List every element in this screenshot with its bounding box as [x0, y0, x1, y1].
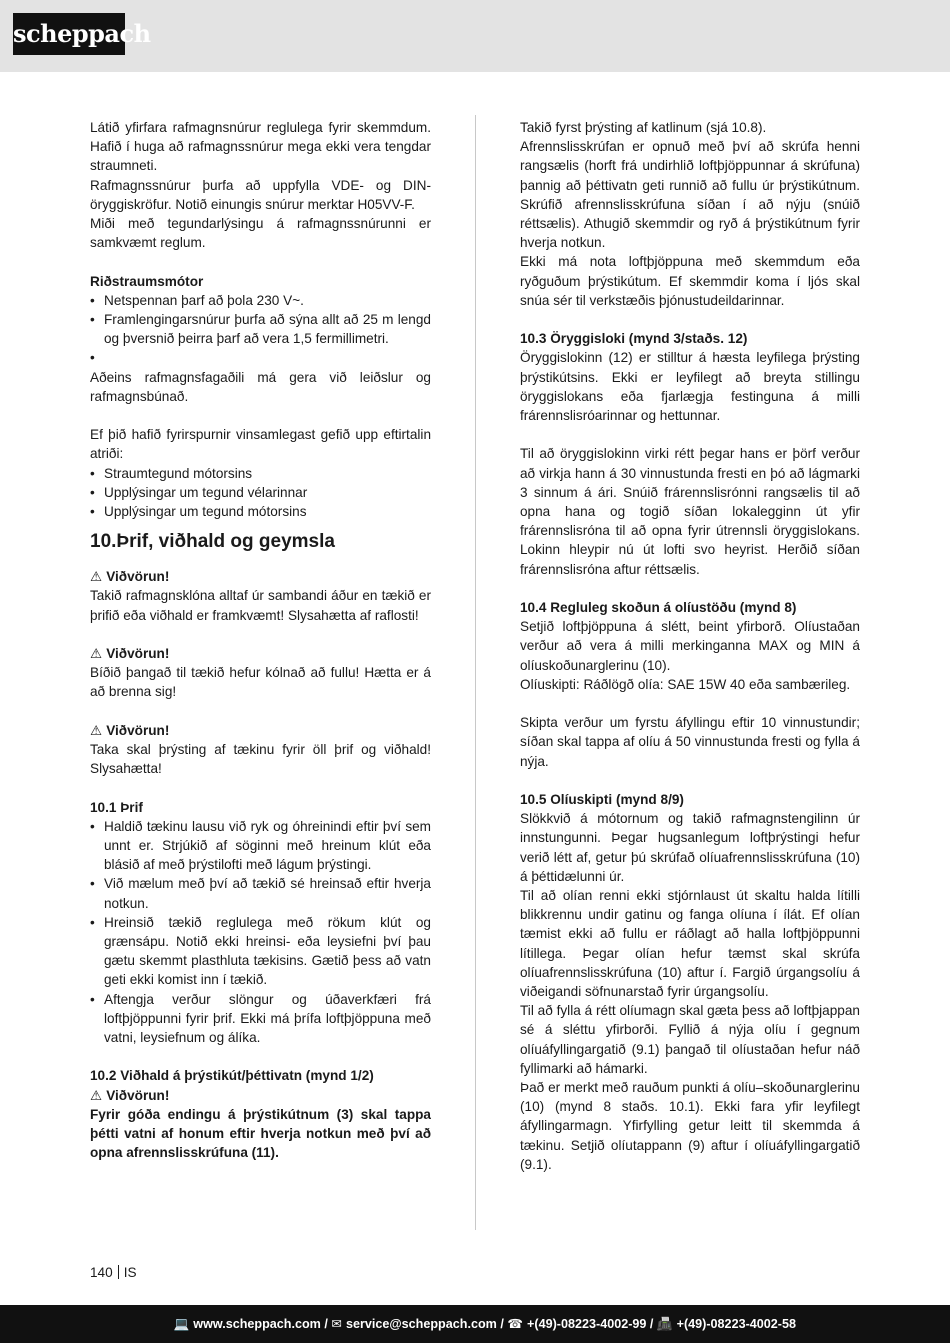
warning-icon: ⚠: [90, 646, 103, 662]
list-item: • Aftengja verður slöngur og úðaverkfæri frá loftþjöppunni fyrir þrif. Ekki má þrífa loftþjöppuna með vatni, leysiefnum og álíka.: [90, 990, 431, 1048]
fax-number: +(49)-08223-4002-58: [676, 1317, 796, 1331]
paragraph: Látið yfirfara rafmagnsnúrur reglulega fyrir skemmdum. Hafið í huga að rafmagnssnúrur mega ekki vera tengdar straumneti.: [90, 120, 431, 174]
paragraph: Setjið loftþjöppuna á slétt, beint yfirborð. Olíustaðan verður að vera á milli merkinganna MAX og MIN á olíuskoðunarglerinu (10).: [520, 619, 860, 673]
warning-text: Bíðið þangað til tækið hefur kólnað að fullu! Hætta er á að brenna sig!: [90, 665, 431, 700]
paragraph: Afrennslisskrúfan er opnuð með því að skrúfa henni rangsælis (horft frá undirhlið loftþjöppunnar á skrúfuna) þannig að þéttivatn geti runnið að fullu úr þrýstikútnum. Skrúfið afrennslisskrúfuna síðan í að nýju (snúið réttsælis). Athugið skemmdir og ryð á þrýstikútnum fyrir hverja notkun.: [520, 139, 860, 251]
oil-change-heading: 10.5 Olíuskipti (mynd 8/9): [520, 792, 684, 808]
header-band: [0, 0, 950, 72]
warning-icon: ⚠: [90, 1087, 103, 1103]
oil-check-heading: 10.4 Regluleg skoðun á olíustöðu (mynd 8): [520, 600, 797, 616]
scheppach-logo: scheppach: [13, 13, 125, 55]
phone-number: +(49)-08223-4002-99: [527, 1317, 647, 1331]
warning-text: Takið rafmagnsklóna alltaf úr sambandi áður en tækið er þrifið eða viðhald er framkvæmt! Slysahætta af raflosti!: [90, 588, 431, 623]
paragraph: Miði með tegundarlýsingu á rafmagnssnúrunni er samkvæmt reglum.: [90, 216, 431, 251]
maintenance-bold-text: Fyrir góða endingu á þrýstikútnum (3) skal tappa þétti vatni af honum eftir hverja notkun með því að opna afrennslisskrúfuna (11).: [90, 1106, 431, 1161]
warning-icon: ⚠: [90, 569, 103, 585]
column-divider: [475, 115, 476, 1230]
list-item: • Við mælum með því að tækið sé hreinsað eftir hverja notkun.: [90, 874, 431, 912]
list-item: • Upplýsingar um tegund mótorsins: [90, 502, 431, 521]
list-item: • Netspennan þarf að þola 230 V~.: [90, 291, 431, 310]
website-link[interactable]: www.scheppach.com: [193, 1317, 321, 1331]
left-column: [90, 118, 431, 1162]
paragraph: Til að öryggislokinn virki rétt þegar hans er þörf verður að virkja hann á 30 vinnustunda fresti en þó að lágmarki 3 sinnum á ári. Snúið frárennslisrónni rangsælis til að opna hana og togið síðan lokalegginn út yfir frárennslisróna til að opna fyrir útrennsli öryggislokans. Lokinn hleypir nú út lofti svo heyrist. Herðið síðan frárennslisróna aftur réttsælis.: [520, 446, 860, 577]
list-item: • Hreinsið tækið reglulega með rökum klút og grænsápu. Notið ekki hreinsi- eða leysiefni því þau gætu skemmt plasthluta tækisins. Gætið þess að vatn geti ekki komist inn í tækið.: [90, 913, 431, 990]
paragraph: Það er merkt með rauðum punkti á olíu–skoðunarglerinu (10) (mynd 8 staðs. 10.1). Ekki fara yfir leyfilegt áfyllingarmagn. Yfirfylling getur leitt til skemmda á tækinu. Setjið olíutappann (9) aftur í olíuáfyllingargatið (9.1).: [520, 1080, 860, 1172]
warning-icon: ⚠: [90, 722, 103, 738]
footer-contact-bar: 💻 www.scheppach.com / ✉ service@scheppach.com / ☎ +(49)-08223-4002-99 / 📠 +(49)-08223-4002-58: [0, 1305, 950, 1343]
list-item: • Straumtegund mótorsins: [90, 464, 431, 483]
list-item: • Framlengingarsnúrur þurfa að sýna allt að 25 m lengd og þversnið þeirra þarf að vera 1,5 fermillimetri.: [90, 310, 431, 348]
computer-icon: 💻: [173, 1317, 190, 1331]
paragraph: Takið fyrst þrýsting af katlinum (sjá 10.8).: [520, 120, 767, 135]
warning-label: ⚠ Viðvörun!: [90, 1087, 170, 1103]
warning-text: Taka skal þrýsting af tækinu fyrir öll þrif og viðhald! Slysahætta!: [90, 742, 431, 777]
paragraph: Skipta verður um fyrstu áfyllingu eftir 10 vinnustundir; síðan skal tappa af olíu á 50 vinnustunda fresti og fylla á nýja.: [520, 715, 860, 769]
warning-label: ⚠ Viðvörun!: [90, 569, 170, 585]
paragraph: Til að olían renni ekki stjórnlaust út skaltu halda lítilli blikkrennu undir gatinu og fanga olíuna í ílát. Ef olían tæmist ekki að fullu er ráðlagt að halla loftþjöppunni lítillega. Þegar olían hefur tæmst skal skrúfa olíuafrennslisskrúfuna (10) aftur í. Fargið úrgangsolíu á viðeigandi söfnunarstað fyrir úrgangsolíu.: [520, 888, 860, 1000]
safety-valve-heading: 10.3 Öryggisloki (mynd 3/staðs. 12): [520, 331, 748, 347]
section-title: 10.Þrif, viðhald og geymsla: [90, 531, 335, 553]
paragraph: Til að fylla á rétt olíumagn skal gæta þess að loftþjappan sé á sléttu yfirborði. Fyllið á nýja olíu í gegnum olíuáfyllingargatið (9.1) þangað til olíustaðan hefur náð fyllimarki að hámarki.: [520, 1003, 860, 1076]
page-number: 140 IS: [90, 1265, 137, 1280]
email-link[interactable]: service@scheppach.com: [345, 1317, 497, 1331]
warning-label: ⚠ Viðvörun!: [90, 722, 170, 738]
list-item: • Haldið tækinu lausu við ryk og óhreinindi eftir því sem unnt er. Strjúkið af söginni með hreinum klút eða blásið af með þrýstilofti með lágum þrýstingi.: [90, 817, 431, 875]
paragraph: Slökkvið á mótornum og takið rafmagnstengilinn úr innstungunni. Þegar hugsanlegum loftþrýstingi hefur verið létt af, getur þú skrúfað olíuafrennslisskrúfuna (10) á þéttidælunni úr.: [520, 811, 860, 884]
paragraph: Ef þið hafið fyrirspurnir vinsamlegast gefið upp eftirtalin atriði:: [90, 427, 431, 462]
warning-label: ⚠ Viðvörun!: [90, 646, 170, 662]
paragraph: Olíuskipti: Ráðlögð olía: SAE 15W 40 eða sambærileg.: [520, 676, 851, 692]
list-item: • Upplýsingar um tegund vélarinnar: [90, 483, 431, 502]
fax-icon: 📠: [656, 1317, 673, 1331]
motor-heading: Riðstraumsmótor: [90, 273, 204, 289]
maintenance-heading: 10.2 Viðhald á þrýstikút/þéttivatn (mynd 1/2): [90, 1068, 374, 1084]
phone-icon: ☎: [507, 1317, 524, 1331]
paragraph: Aðeins rafmagnsfagaðili má gera við leiðslur og rafmagnsbúnað.: [90, 369, 431, 404]
right-column: [520, 118, 860, 1174]
paragraph: Öryggislokinn (12) er stilltur á hæsta leyfilega þrýsting þrýstikútsins. Ekki er leyfilegt að breyta stillingu öryggislokans eða fjarlægja festinguna á milli frárennslisróarinnar og hettunnar.: [520, 350, 860, 424]
paragraph: Ekki má nota loftþjöppuna með skemmdum eða ryðguðum þrýstikútum. Ef skemmdir koma í ljós skal snúa sér til verkstæðis þjónustudeildarinnar.: [520, 254, 860, 308]
mail-icon: ✉: [331, 1317, 342, 1331]
paragraph: Rafmagnssnúrur þurfa að uppfylla VDE- og DIN-öryggiskröfur. Notið einungis snúrur merktar H05VV-F.: [90, 177, 431, 212]
list-item-empty: [90, 348, 431, 367]
cleaning-heading: 10.1 Þrif: [90, 799, 143, 815]
